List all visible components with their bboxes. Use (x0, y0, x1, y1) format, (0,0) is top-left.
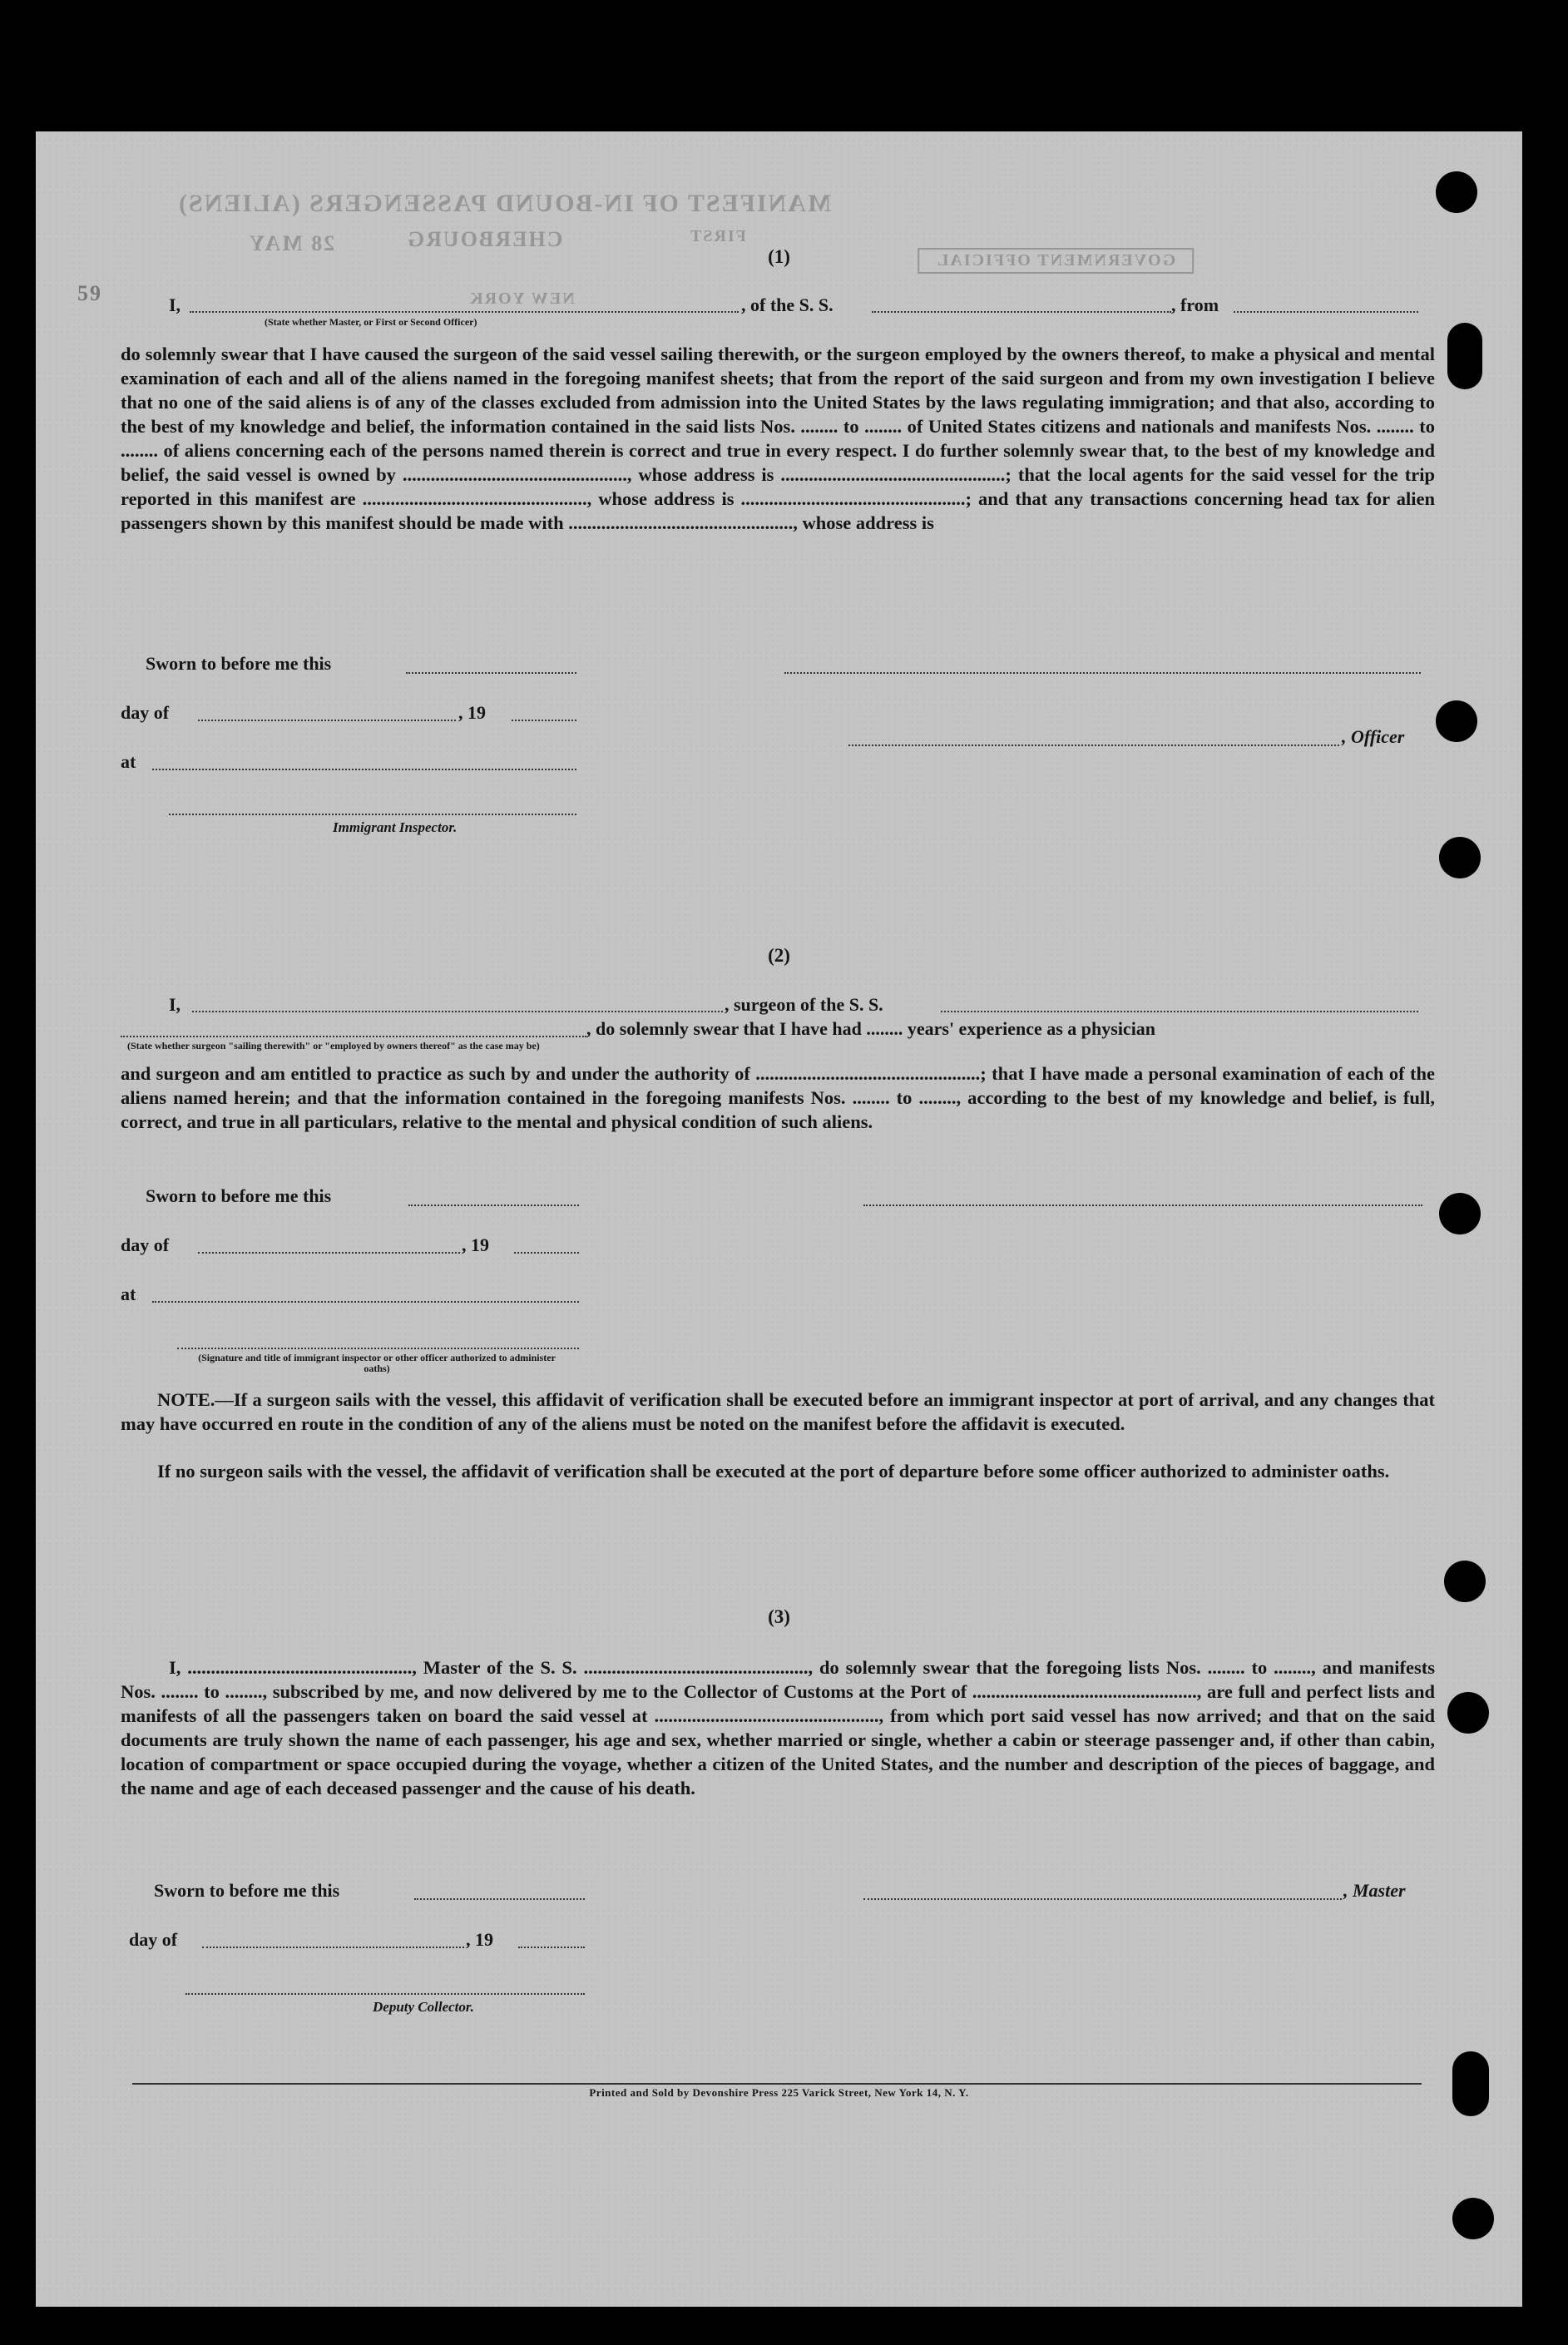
s3-collector-sign-line (185, 1993, 585, 1995)
s2-oath-paragraph: and surgeon and am entitled to practice as such by and under the authority of ................................................; that I have made a personal examination of each of the aliens named herein; and that the information contained in the foregoing manifests Nos. ........ to ........, according to the best of my knowledge and belief, is full, correct, and true in all particulars, relative to the mental and physical condition of such aliens. (121, 1063, 1435, 1132)
s1-of-ss-label: , of the S. S. (741, 294, 833, 315)
bleed-through-date: 28 MAY (248, 231, 335, 255)
s1-i-label: I, (169, 294, 181, 315)
binder-hole (1444, 1561, 1486, 1602)
s2-day-label: day of (121, 1234, 170, 1255)
s3-master-sign-line (863, 1898, 1342, 1900)
s2-at-label: at (121, 1284, 136, 1304)
s2-capacity-line (121, 1036, 586, 1037)
s2-note-paragraph: NOTE.—If a surgeon sails with the vessel, this affidavit of verification shall be executed before an immigrant inspector at port of arrival, and any changes that may have occurred en route in the condition of any of the aliens must be noted on the manifest before the affidavit is executed. (121, 1389, 1435, 1434)
s3-year-line (518, 1947, 585, 1948)
s1-year-label: , 19 (458, 702, 486, 723)
bleed-through-port: CHERBOURG (406, 227, 563, 251)
s1-vessel-line (872, 311, 1171, 313)
bleed-through-class: FIRST (689, 227, 746, 245)
s2-sworn-line (408, 1205, 579, 1206)
s1-day-label: day of (121, 702, 170, 723)
s2-year-line (514, 1252, 579, 1254)
s1-inspector-sign-line (169, 814, 576, 815)
section-1-number: (1) (768, 246, 790, 267)
s1-officer-label: , Officer (1342, 726, 1405, 747)
s1-officer-name-line (190, 311, 739, 313)
binder-hole (1447, 1692, 1489, 1734)
manifest-back-page (36, 131, 1522, 2307)
margin-number: 59 (77, 281, 102, 305)
footer-rule (132, 2083, 1422, 2085)
s2-experience-text: , do solemnly swear that I have had ........ years' experience as a physician (586, 1018, 1156, 1039)
section-2-number: (2) (768, 945, 790, 966)
s2-note-no-surgeon: If no surgeon sails with the vessel, the affidavit of verification shall be executed at the port of departure before some officer authorized to administer oaths. (157, 1461, 1390, 1482)
s1-oath-paragraph: do solemnly swear that I have caused the surgeon of the said vessel sailing therewith, or the surgeon employed by the owners thereof, to make a physical and mental examination of each and all of the aliens named in the foregoing manifest sheets; that from the report of the said surgeon and from my own investigation I believe that no one of the said aliens is of any of the classes excluded from admission into the United States by the laws regulating immigration; and that also, according to the best of my knowledge and belief, the information contained in the said lists Nos. ........ to ........ of United States citizens and nationals and manifests Nos. ........ to ........ of aliens concerning each of the persons named therein is correct and true in every respect. I do further solemnly swear that, to the best of my knowledge and belief, the said vessel is owned by ................................................, whose address is ................................................; that the local agents for the said vessel for the trip reported in this manifest are ................................................, whose address is ................................................; and that any transactions concerning head tax for alien passengers shown by this manifest should be made with ................................................, whose address is (121, 344, 1435, 533)
bleed-through-title: MANIFEST OF IN-BOUND PASSENGERS (ALIENS) (177, 190, 832, 217)
section-3-number: (3) (768, 1606, 790, 1627)
s3-sworn-label: Sworn to before me this (154, 1880, 340, 1901)
s3-collector-caption: Deputy Collector. (373, 1999, 474, 2015)
s3-day-line (202, 1947, 464, 1948)
s1-sworn-line (406, 672, 576, 674)
s2-sworn-label: Sworn to before me this (146, 1185, 332, 1206)
s3-day-label: day of (129, 1929, 178, 1950)
binder-hole (1447, 323, 1482, 389)
s1-officer-sign-line (848, 745, 1339, 746)
binder-hole (1439, 837, 1481, 878)
binder-hole (1452, 2051, 1489, 2116)
s2-capacity-caption: (State whether surgeon "sailing therewith" or "employed by owners thereof" as the case may be) (127, 1040, 540, 1051)
binder-hole (1439, 1193, 1481, 1234)
s3-sworn-line (414, 1898, 585, 1900)
s2-vessel-line (941, 1011, 1418, 1012)
s3-master-label: , Master (1343, 1880, 1406, 1901)
bleed-through-vessel: NEW YORK (468, 289, 575, 308)
s2-signature-caption: (Signature and title of immigrant inspector or other officer authorized to administer oaths) (198, 1352, 556, 1374)
s1-at-label: at (121, 751, 136, 772)
bleed-through-stamp: GOVERNMENT OFFICIAL (918, 248, 1194, 274)
s2-year-label: , 19 (462, 1234, 489, 1255)
s2-signature-line (863, 1205, 1422, 1206)
s1-day-line (198, 720, 456, 721)
s1-officer-caption: (State whether Master, or First or Second Officer) (265, 316, 477, 328)
binder-hole (1436, 700, 1477, 742)
s2-surgeon-name-line (192, 1011, 723, 1012)
s2-at-line (152, 1301, 579, 1303)
s1-at-line (152, 769, 576, 770)
s2-day-line (198, 1252, 460, 1254)
s1-sworn-label: Sworn to before me this (146, 653, 332, 674)
binder-hole (1452, 2198, 1494, 2239)
printer-imprint: Printed and Sold by Devonshire Press 225 Varick Street, New York 14, N. Y. (589, 2086, 969, 2099)
s1-from-line (1234, 311, 1418, 313)
s3-oath-paragraph: I, ................................................, Master of the S. S. ................................................, do solemnly swear that the foregoing lists Nos. ........ to ........, and manifests Nos. ........ to ........, subscribed by me, and now delivered by me to the Collector of Customs at the Port of ................................................, are full and perfect lists and manifests of all the passengers taken on board the said vessel at ................................................, from which port said vessel has now arrived; and that on the said documents are truly shown the name of each passenger, his age and sex, whether married or single, whether a cabin or steerage passenger and, if other than cabin, location of compartment or space occupied during the voyage, whether a citizen of the United States, and the number and description of the pieces of baggage, and the name and age of each deceased passenger and the cause of his death. (121, 1657, 1435, 1798)
s1-from-label: , from (1171, 294, 1219, 315)
s1-officer-sign-line-top (784, 672, 1421, 674)
binder-hole (1436, 171, 1477, 213)
s2-inspector-sign-line (177, 1348, 579, 1349)
s2-surgeon-of-label: , surgeon of the S. S. (725, 994, 883, 1015)
s2-i-label: I, (169, 994, 181, 1015)
s3-year-label: , 19 (466, 1929, 493, 1950)
s1-inspector-caption: Immigrant Inspector. (333, 819, 458, 835)
s1-year-line (512, 720, 576, 721)
